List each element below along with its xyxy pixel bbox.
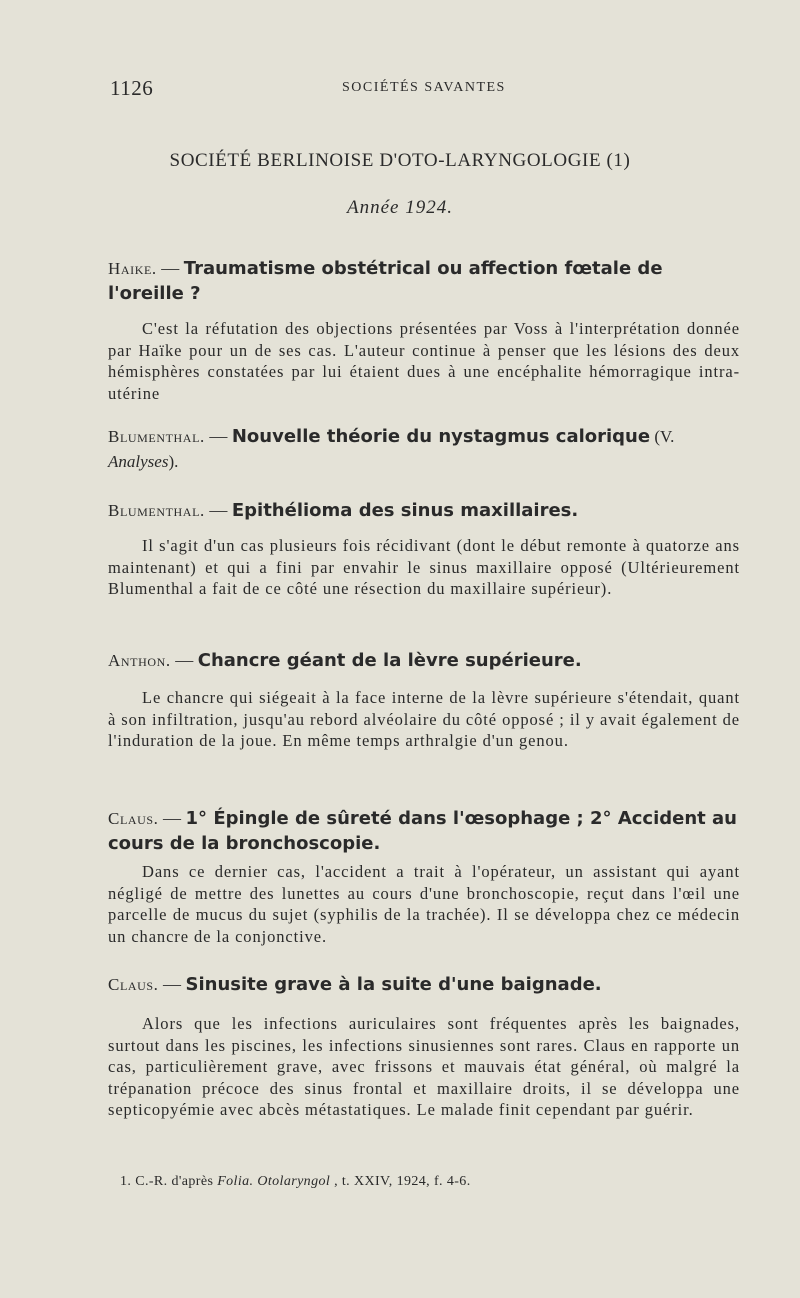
- entry-heading: [108, 256, 740, 306]
- page-number: 1126: [110, 76, 154, 100]
- entry-reference-close: ).: [168, 452, 179, 471]
- entry-heading: [108, 648, 740, 673]
- entry-dash: —: [158, 974, 186, 994]
- entry-author: Haike.: [108, 259, 157, 278]
- entry-body: [108, 861, 740, 947]
- entry-author: Blumenthal.: [108, 427, 205, 446]
- entry-body-text: C'est la réfutation des objections présentées par Voss à l'interprétation donnée par Haïke pour un de ses cas. L'auteur continue à penser que les lésions des deux hémisphères constatées par lui étaient dues à une encéphalite hémorragique intra-utérine: [108, 319, 740, 403]
- entry-heading: [108, 806, 740, 856]
- entry-author: Claus.: [108, 975, 159, 994]
- entry-dash: —: [204, 500, 232, 520]
- entry-dash: —: [158, 808, 186, 828]
- entry-body-text: Alors que les infections auriculaires sont fréquentes après les baignades, surtout dans les piscines, les infections sinusiennes sont rares. Claus en rapporte un cas, particulièrement grave, avec frissons et mauvais état général, où malgré la trépanation précoce des sinus frontal et maxillaire droits, il se développa une septicopyémie avec abcès métastatiques. Le malade finit cependant par guérir.: [108, 1014, 740, 1119]
- society-title: SOCIÉTÉ BERLINOISE D'OTO-LARYNGOLOGIE (1): [169, 150, 631, 171]
- entry-dash: —: [156, 258, 184, 278]
- entry-title: Nouvelle théorie du nystagmus calorique: [231, 426, 651, 447]
- footnote-prefix: 1. C.-R. d'après: [120, 1174, 218, 1189]
- entry-author: Blumenthal.: [108, 501, 205, 520]
- entry-body-text: Il s'agit d'un cas plusieurs fois récidivant (dont le début remonte à quatorze ans maintenant) et qui a fini par envahir le sinus maxillaire opposé (Ultérieurement Blumenthal a fait de ce côté une résection du maxillaire supérieur).: [108, 536, 740, 598]
- entry-reference-link: Analyses: [108, 452, 169, 471]
- entry-body: [108, 687, 740, 752]
- entry-body-text: Dans ce dernier cas, l'accident a trait à l'opérateur, un assistant qui ayant négligé de mettre des lunettes au cours d'une bronchoscopie, reçut dans l'œil une parcelle de mucus du sujet (syphilis de la trachée). Il se développa chez ce médecin un chancre de la conjonctive.: [108, 862, 740, 946]
- entry-body: [108, 1013, 740, 1121]
- entry-title: Traumatisme obstétrical ou affection fœtale de l'oreille ?: [108, 258, 663, 304]
- entry-author: Anthon.: [108, 651, 171, 670]
- entry-title: Chancre géant de la lèvre supérieure.: [197, 650, 582, 671]
- running-head: SOCIÉTÉS SAVANTES: [342, 80, 506, 95]
- entry-title: Sinusite grave à la suite d'une baignade.: [185, 974, 602, 995]
- entry-dash: —: [170, 650, 198, 670]
- entry-body: [108, 535, 740, 600]
- footnote-suffix: , t. XXIV, 1924, f. 4-6.: [330, 1174, 471, 1189]
- entry-heading: [108, 424, 740, 474]
- entry-dash: —: [204, 426, 232, 446]
- year-heading: Année 1924.: [347, 197, 453, 218]
- entry-title: 1° Épingle de sûreté dans l'œsophage ; 2° Accident au cours de la bronchoscopie.: [108, 808, 737, 854]
- entry-title: Epithélioma des sinus maxillaires.: [231, 500, 579, 521]
- footnote-journal: Folia. Otolaryngol: [217, 1174, 331, 1189]
- footnote: [120, 1174, 740, 1190]
- entry-body-text: Le chancre qui siégeait à la face interne de la lèvre supérieure s'étendait, quant à son infiltration, jusqu'au rebord alvéolaire du côté opposé ; il y avait également de l'induration de la joue. En même temps arthralgie d'un genou.: [108, 688, 740, 750]
- entry-body: [108, 318, 740, 404]
- entry-reference-open: (V.: [650, 427, 675, 446]
- entry-heading: [108, 972, 740, 997]
- entry-heading: [108, 498, 740, 523]
- entry-author: Claus.: [108, 809, 159, 828]
